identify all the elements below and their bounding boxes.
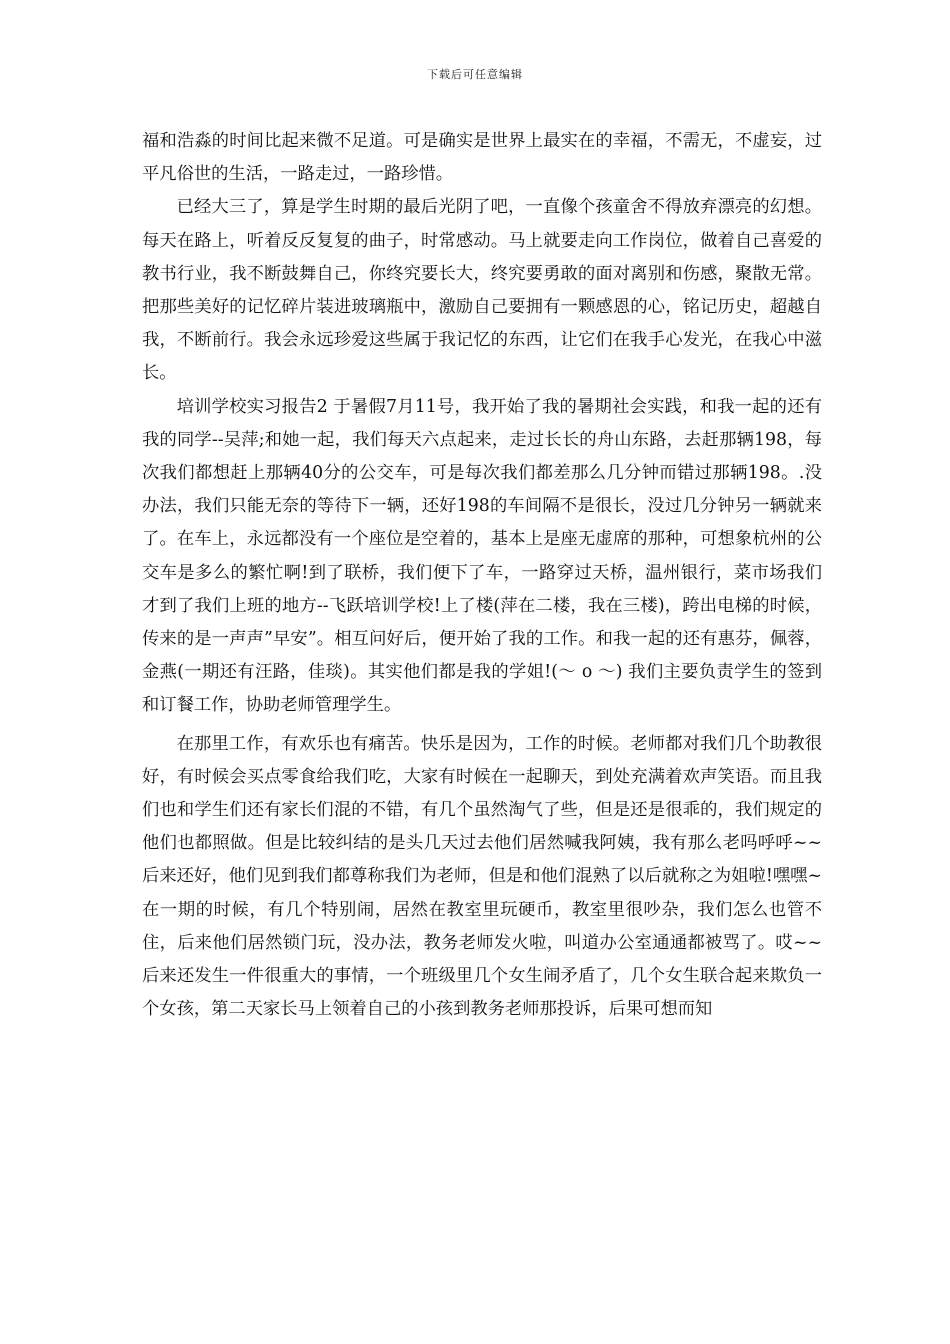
paragraph-2: 已经大三了，算是学生时期的最后光阴了吧，一直像个孩童舍不得放弃漂亮的幻想。每天在路上，听着反反复复的曲子，时常感动。马上就要走向工作岗位，做着自己喜爱的教书行业，我不断鼓舞自己，你终究要长大，终究要勇敢的面对离别和伤感，聚散无常。把那些美好的记忆碎片装进玻璃瓶中，激励自己要拥有一颗感恩的心，铭记历史，超越自我，不断前行。我会永远珍爱这些属于我记忆的东西，让它们在我手心发光，在我心中滋长。	[142, 197, 822, 384]
page-header: 下载后可任意编辑	[427, 68, 523, 81]
paragraph-1: 福和浩淼的时间比起来微不足道。可是确实是世界上最实在的幸福，不需无，不虚妄，过平凡俗世的生活，一路走过，一路珍惜。	[142, 131, 822, 185]
paragraph-4: 在那里工作，有欢乐也有痛苦。快乐是因为，工作的时候。老师都对我们几个助教很好，有时候会买点零食给我们吃，大家有时候在一起聊天，到处充满着欢声笑语。而且我们也和学生们还有家长们混的不错，有几个虽然淘气了些，但是还是很乖的，我们规定的他们也都照做。但是比较纠结的是头几天过去他们居然喊我阿姨，我有那么老吗呼呼~~后来还好，他们见到我们都尊称我们为老师，但是和他们混熟了以后就称之为姐啦!嘿嘿~在一期的时候，有几个特别闹，居然在教室里玩硬币，教室里很吵杂，我们怎么也管不住，后来他们居然锁门玩，没办法，教务老师发火啦，叫道办公室通通都被骂了。哎~~后来还发生一件很重大的事情，一个班级里几个女生闹矛盾了，几个女生联合起来欺负一个女孩，第二天家长马上领着自己的小孩到教务老师那投诉，后果可想而知	[142, 733, 822, 1020]
document-body	[142, 125, 822, 1026]
paragraph-3: 培训学校实习报告2 于暑假7月11号，我开始了我的暑期社会实践，和我一起的还有我的同学--吴萍;和她一起，我们每天六点起来，走过长长的舟山东路，去赶那辆198，每次我们都想赶上那辆40分的公交车，可是每次我们都差那么几分钟而错过那辆198。.没办法，我们只能无奈的等待下一辆，还好198的车间隔不是很长，没过几分钟另一辆就来了。在车上，永远都没有一个座位是空着的，基本上是座无虚席的那种，可想象杭州的公交车是多么的繁忙啊!到了联桥，我们便下了车，一路穿过天桥，温州银行，菜市场我们才到了我们上班的地方--飞跃培训学校!上了楼(萍在二楼，我在三楼)，跨出电梯的时候，传来的是一声声”早安”。相互问好后，便开始了我的工作。和我一起的还有惠芬，佩蓉，金燕(一期还有汪路，佳琰)。其实他们都是我的学姐!(～ o ～) 我们主要负责学生的签到和订餐工作，协助老师管理学生。	[142, 396, 822, 716]
